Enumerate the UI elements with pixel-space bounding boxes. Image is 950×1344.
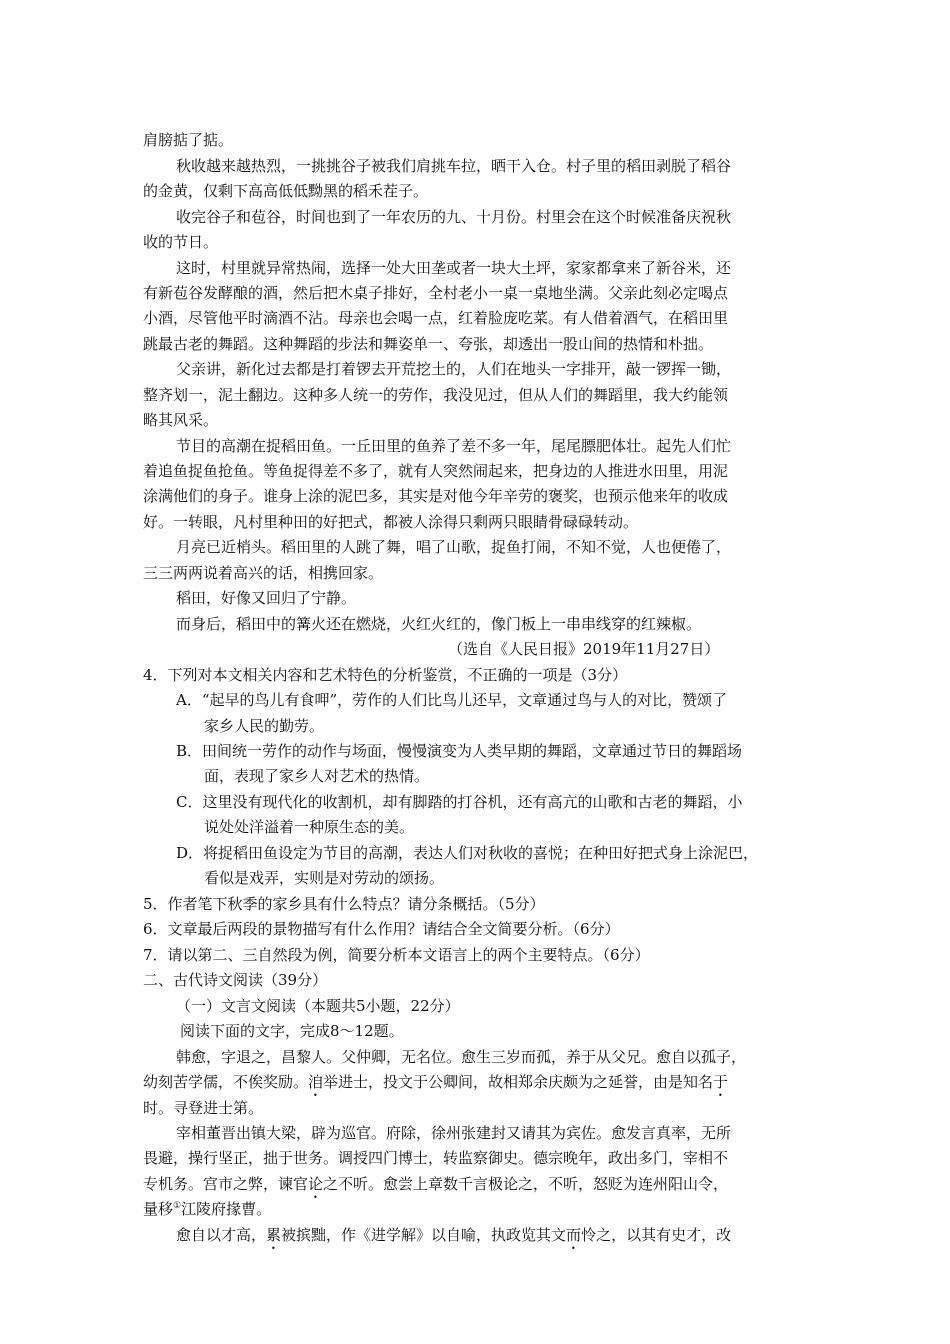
question-4-option-a: A．“起早的鸟儿有食呷”，劳作的人们比鸟儿还早，文章通过鸟与人的对比，赞颂了 [176,691,728,709]
passage-line: 肩膀掂了掂。 [143,131,234,149]
passage-line: 小酒，尽管他平时滴酒不沾。母亲也会喝一点，红着脸庞吃菜。有人借着酒气，在稻田里 [143,309,729,327]
text-segment: 举进士，投文于公卿间，故相郑余庆颇为之延誉，由是知名 [323,1073,714,1091]
text-segment: 怜之，以其有史才，改 [581,1226,732,1244]
question-4-option-d-cont: 看似是戏弄，实则是对劳动的颂扬。 [204,869,445,887]
text-segment: 之不听。愈尝上章数千言极论之，不听，怒贬为连州阳山令， [323,1175,729,1193]
question-4-option-b-cont: 面，表现了家乡人对艺术的热情。 [204,767,430,785]
passage-line: 节目的高潮在捉稻田鱼。一丘田里的鱼养了差不多一年，尾尾膘肥体壮。起先人们忙 [176,437,732,455]
emphasized-word: 论 [308,1175,324,1193]
subsection-heading: （一）文言文阅读（本题共5小题，22分） [176,997,460,1015]
classical-text-line [143,1174,728,1202]
text-segment: 被摈黜，作《进学解》以自喻，执政览其文 [281,1226,567,1244]
classical-text-line: 时。寻登进士第。 [143,1099,264,1117]
classical-text-line [176,1225,731,1253]
passage-line: 这时，村里就异常热闹，选择一处大田垄或者一块大土坪，家家都拿来了新谷米，还 [176,259,732,277]
passage-line: 跳最古老的舞蹈。这种舞蹈的步法和舞姿单一、夸张，却透出一股山间的热情和朴拙。 [143,335,714,353]
question-4-option-d: D．将捉稻田鱼设定为节目的高潮，表达人们对秋收的喜悦；在种田好把式身上涂泥巴， [176,844,759,862]
passage-line: 稻田，好像又回归了宁静。 [176,589,357,607]
classical-text-line: 宰相董晋出镇大梁，辟为巡官。府除，徐州张建封又请其为宾佐。愈发言真率，无所 [176,1124,732,1142]
text-segment: 江陵府掾曹。 [181,1200,272,1218]
classical-text-line [143,1072,728,1100]
text-segment: 量移 [143,1200,174,1218]
question-7: 7．请以第二、三自然段为例，简要分析本文语言上的两个主要特点。（6分） [143,946,650,964]
passage-line: 整齐划一，泥土翻边。这种多人统一的劳作，我没见过，但从人们的舞蹈里，我大约能领 [143,386,729,404]
passage-line: 略其风采。 [143,411,219,429]
question-5: 5．作者笔下秋季的家乡具有什么特点？请分条概括。（5分） [143,895,545,913]
question-4-option-c-cont: 说处处洋溢着一种原生态的美。 [204,818,415,836]
emphasized-word: 于 [713,1073,729,1091]
question-6: 6．文章最后两段的景物描写有什么作用？请结合全文简要分析。（6分） [143,920,620,938]
emphasized-word: 而 [566,1226,582,1244]
classical-text-line: 韩愈，字退之，昌黎人。父仲卿，无名位。愈生三岁而孤，养于从父兄。愈自以孤子， [176,1048,747,1066]
classical-text-line [143,1199,271,1219]
question-4-option-c: C．这里没有现代化的收割机，却有脚踏的打谷机，还有高亢的山歌和古老的舞蹈，小 [176,793,743,811]
passage-line: 月亮已近梢头。稻田里的人跳了舞，唱了山歌，捉鱼打闹，不知不觉，人也便倦了， [176,538,732,556]
emphasized-word: 洎 [308,1073,324,1091]
passage-line: 父亲讲，新化过去都是打着锣去开荒挖土的，人们在地头一字排开，敲一锣挥一锄， [176,360,732,378]
passage-source: （选自《人民日报》2019年11月27日） [448,640,720,658]
passage-line: 收的节日。 [143,233,219,251]
passage-line: 涂满他们的身子。谁身上涂的泥巴多，其实是对他今年辛劳的褒奖，也预示他来年的收成 [143,487,729,505]
passage-line: 秋收越来越热烈，一挑挑谷子被我们肩挑车拉，晒干入仓。村子里的稻田剥脱了稻谷 [176,157,732,175]
reading-instruction: 阅读下面的文字，完成8～12题。 [180,1022,404,1040]
section-heading: 二、古代诗文阅读（39分） [143,971,328,989]
passage-line: 着追鱼捉鱼抢鱼。等鱼捉得差不多了，就有人突然闹起来，把身边的人推进水田里，用泥 [143,462,729,480]
footnote-marker: ① [173,1201,182,1211]
passage-line: 有新苞谷发酵酿的酒，然后把木桌子排好，全村老小一桌一桌地坐满。父亲此刻必定喝点 [143,284,729,302]
passage-line: 收完谷子和苞谷，时间也到了一年农历的九、十月份。村里会在这个时候准备庆祝秋 [176,208,732,226]
text-segment: 专机务。宫市之弊，谏官 [143,1175,309,1193]
passage-line: 而身后，稻田中的篝火还在燃烧，火红火红的，像门板上一串串线穿的红辣椒。 [176,615,702,633]
text-segment: 愈自以才高， [176,1226,267,1244]
question-4-option-a-cont: 家乡人民的勤劳。 [204,717,325,735]
emphasized-word: 累 [266,1226,282,1244]
passage-line: 的金黄，仅剩下高高低低黝黑的稻禾茬子。 [143,182,429,200]
text-segment: 幼刻苦学儒，不俟奖励。 [143,1073,309,1091]
passage-line: 三三两两说着高兴的话，相携回家。 [143,564,384,582]
question-4-option-b: B．田间统一劳作的动作与场面，慢慢演变为人类早期的舞蹈，文章通过节日的舞蹈场 [176,742,743,760]
classical-text-line: 畏避，操行坚正，拙于世务。调授四门博士，转监察御史。德宗晚年，政出多门，宰相不 [143,1149,729,1167]
question-4-stem: 4．下列对本文相关内容和艺术特色的分析鉴赏，不正确的一项是（3分） [143,666,628,684]
passage-line: 好。一转眼，凡村里种田的好把式，都被人涂得只剩两只眼睛骨碌碌转动。 [143,513,639,531]
